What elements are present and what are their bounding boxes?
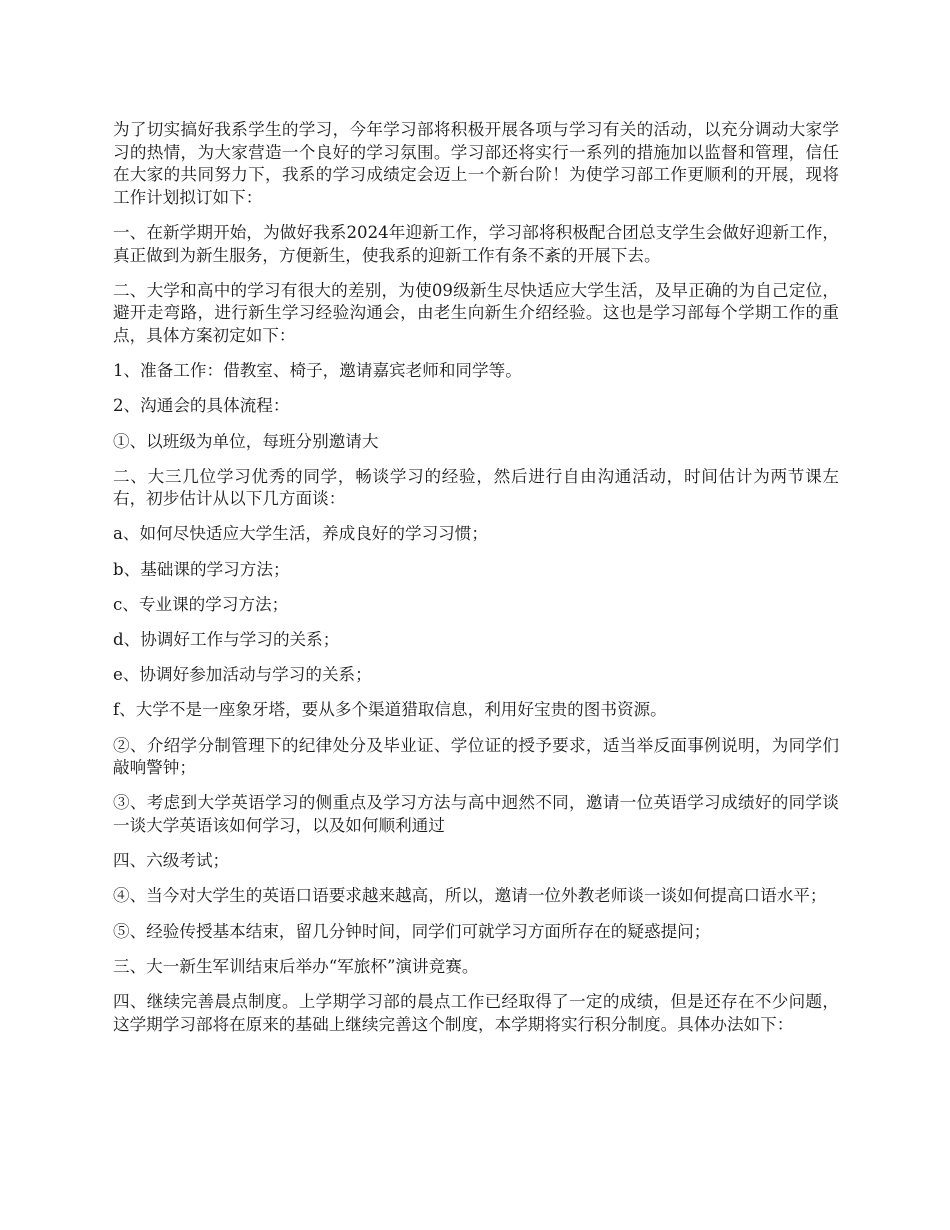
paragraph-welcome-freshmen: 一、在新学期开始，为做好我系2024年迎新工作，学习部将积极配合团总支学生会做好迎新工作，真正做到为新生服务，方便新生，使我系的迎新工作有条不紊的开展下去。 bbox=[113, 222, 839, 265]
paragraph-meeting-process: 2、沟通会的具体流程： bbox=[113, 396, 290, 416]
list-item-a: a、如何尽快适应大学生活，养成良好的学习习惯； bbox=[113, 524, 488, 544]
list-item-c: c、专业课的学习方法； bbox=[113, 594, 289, 614]
list-item-b: b、基础课的学习方法； bbox=[113, 559, 290, 579]
paragraph-step-4: ④、当今对大学生的英语口语要求越来越高，所以，邀请一位外教老师谈一谈如何提高口语水平； bbox=[113, 886, 827, 906]
paragraph-morning-check: 四、继续完善晨点制度。上学期学习部的晨点工作已经取得了一定的成绩，但是还存在不少问题，这学期学习部将在原来的基础上继续完善这个制度，本学期将实行积分制度。具体办法如下： bbox=[113, 991, 839, 1034]
paragraph-preparation: 1、准备工作：借教室、椅子，邀请嘉宾老师和同学等。 bbox=[113, 361, 522, 381]
list-item-d: d、协调好工作与学习的关系； bbox=[113, 630, 340, 650]
list-item-f: f、大学不是一座象牙塔，要从多个渠道猎取信息，利用好宝贵的图书资源。 bbox=[113, 700, 667, 720]
paragraph-intro: 为了切实搞好我系学生的学习，今年学习部将积极开展各项与学习有关的活动，以充分调动大家学习的热情，为大家营造一个良好的学习氛围。学习部还将实行一系列的措施加以监督和管理，信任在大家的共同努力下，我系的学习成绩定会迈上一个新台阶！为使学习部工作更顺利的开展，现将工作计划拟订如下： bbox=[113, 120, 839, 207]
paragraph-experience-meeting: 二、大学和高中的学习有很大的差别，为使09级新生尽快适应大学生活，及早正确的为自己定位，避开走弯路，进行新生学习经验沟通会，由老生向新生介绍经验。这也是学习部每个学期工作的重点，具体方案初定如下： bbox=[113, 280, 839, 345]
paragraph-speech-contest: 三、大一新生军训结束后举办“军旅杯”演讲竞赛。 bbox=[113, 956, 479, 976]
document-body bbox=[113, 119, 839, 1049]
list-item-e: e、协调好参加活动与学习的关系； bbox=[113, 665, 372, 685]
paragraph-step-2: ②、介绍学分制管理下的纪律处分及毕业证、学位证的授予要求，适当举反面事例说明，为同学们敲响警钟； bbox=[113, 735, 839, 778]
paragraph-step-5: ⑤、经验传授基本结束，留几分钟时间，同学们可就学习方面所存在的疑惑提问； bbox=[113, 921, 711, 941]
paragraph-step-1: ①、以班级为单位，每班分别邀请大 bbox=[113, 431, 379, 451]
paragraph-step-3: ③、考虑到大学英语学习的侧重点及学习方法与高中迥然不同，邀请一位英语学习成绩好的同学谈一谈大学英语该如何学习，以及如何顺利通过 bbox=[113, 793, 839, 835]
paragraph-cet-exam: 四、六级考试； bbox=[113, 851, 230, 871]
paragraph-senior-students: 二、大三几位学习优秀的同学，畅谈学习的经验，然后进行自由沟通活动，时间估计为两节课左右，初步估计从以下几方面谈： bbox=[113, 466, 839, 509]
